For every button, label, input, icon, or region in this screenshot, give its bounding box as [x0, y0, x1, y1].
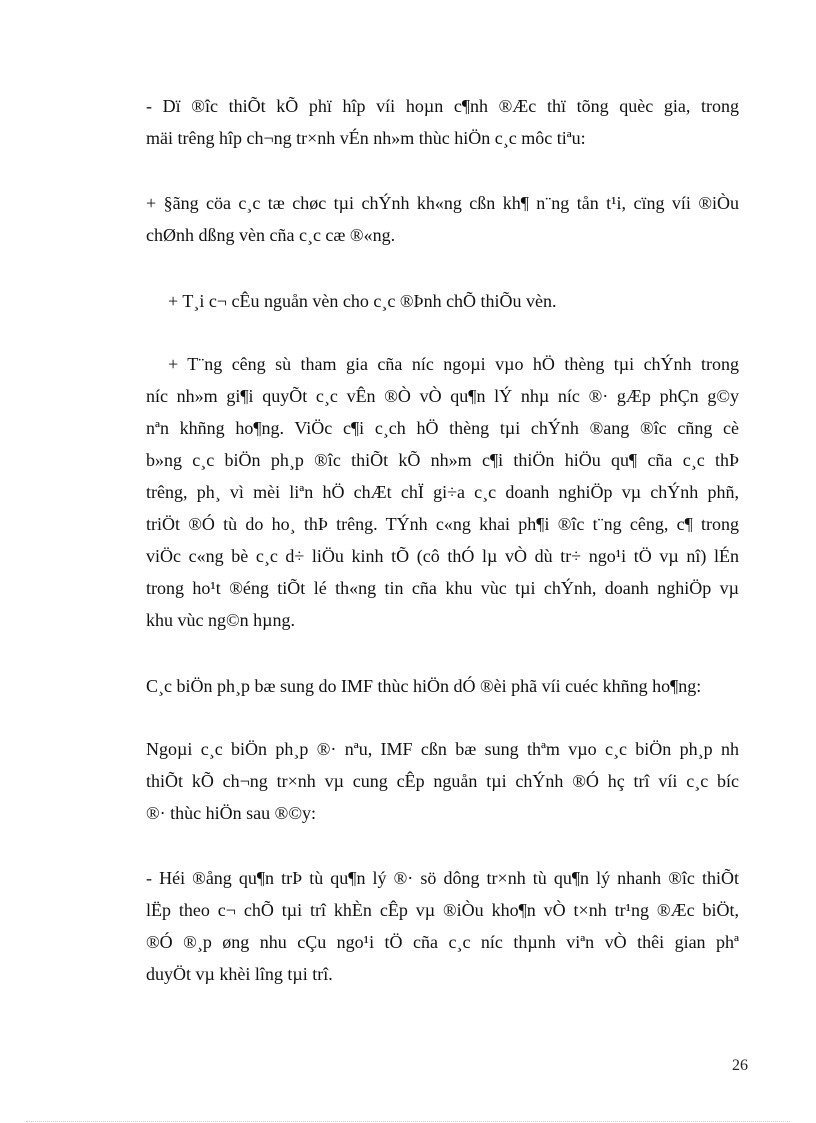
paragraph-imf-measures-heading — [146, 670, 739, 702]
text-line: ®· thùc hiÖn sau ®©y: — [146, 803, 317, 823]
paragraph-closing-institutions — [146, 187, 739, 251]
text-line: duyÖt vµ khèi lîng tµi trî. — [146, 964, 333, 984]
text-line: C¸c biÖn ph¸p bæ sung do IMF thùc hiÖn dÓ ®èi phã víi cuéc khñng ho¶ng: — [146, 676, 702, 696]
text-line: nªn khñng ho¶ng. ViÖc c¶i c¸ch hÖ thèng tµi chÝnh ®ang ®îc cñng cè — [146, 418, 739, 438]
text-line: + §ãng cöa c¸c tæ chøc tµi chÝnh kh«ng cßn kh¶ n¨ng tån t¹i, cïng víi ®iÒu — [146, 193, 739, 213]
text-line: trong ho¹t ®éng tiÕt lé th«ng tin cña khu vùc tµi chÝnh, doanh nghiÖp vµ — [146, 578, 739, 598]
text-line: - Héi ®ång qu¶n trÞ tù qu¶n lý ®· sö dông tr×nh tù qu¶n lý nhanh ®îc thiÕt — [146, 868, 739, 888]
text-line: lËp theo c¬ chÕ tµi trî khÈn cÊp vµ ®iÒu kho¶n vÒ t×nh tr¹ng ®Æc biÖt, — [146, 900, 739, 920]
text-line: trêng, ph¸ vì mèi liªn hÖ chÆt chÏ gi÷a c¸c doanh nghiÖp vµ chÝnh phñ, — [146, 482, 739, 502]
text-line: mäi trêng hîp ch¬ng tr×nh vÉn nh»m thùc hiÖn c¸c môc tiªu: — [146, 128, 586, 148]
text-line: Ngoµi c¸c biÖn ph¸p ®· nªu, IMF cßn bæ sung thªm vµo c¸c biÖn ph¸p nh — [146, 739, 739, 759]
text-line: níc nh»m gi¶i quyÕt c¸c vÊn ®Ò vÒ qu¶n lÝ nhµ níc ®· gÆp phÇn g©y — [146, 386, 739, 406]
page-bottom-divider — [26, 1121, 790, 1122]
text-line: - Dï ®îc thiÕt kÕ phï hîp víi hoµn c¶nh ®Æc thï tõng quèc gia, trong — [146, 96, 739, 116]
text-line: viÖc c«ng bè c¸c d÷ liÖu kinh tÕ (cô thÓ lµ vÒ dù tr÷ ngo¹i tÖ vµ nî) lÉn — [146, 546, 739, 566]
text-line: ®Ó ®¸p øng nhu cÇu ngo¹i tÖ cña c¸c níc thµnh viªn vÒ thêi gian phª — [146, 932, 739, 952]
page-number: 26 — [732, 1057, 748, 1074]
paragraph-board-procedure — [146, 862, 739, 990]
text-line: chØnh dßng vèn cña c¸c cæ ®«ng. — [146, 225, 396, 245]
paragraph-imf-additional — [146, 733, 739, 829]
text-line: khu vùc ng©n hµng. — [146, 610, 296, 630]
text-line: b»ng c¸c biÖn ph¸p ®îc thiÕt kÕ nh»m c¶i thiÖn hiÖu qu¶ cña c¸c thÞ — [146, 450, 739, 470]
paragraph-foreign-participation — [146, 348, 739, 636]
paragraph-program-design — [146, 90, 739, 154]
text-line: thiÕt kÕ ch¬ng tr×nh vµ cung cÊp nguån tµi chÝnh ®Ó hç trî víi c¸c bíc — [146, 771, 739, 791]
text-line: triÖt ®Ó tù do ho¸ thÞ trêng. TÝnh c«ng khai ph¶i ®îc t¨ng cêng, c¶ trong — [146, 514, 739, 534]
paragraph-restructuring-capital — [146, 285, 739, 317]
text-line: + T¨ng cêng sù tham gia cña níc ngoµi vµo hÖ thèng tµi chÝnh trong — [168, 354, 739, 374]
text-line: + T¸i c¬ cÊu nguån vèn cho c¸c ®Þnh chÕ thiÕu vèn. — [168, 291, 557, 311]
